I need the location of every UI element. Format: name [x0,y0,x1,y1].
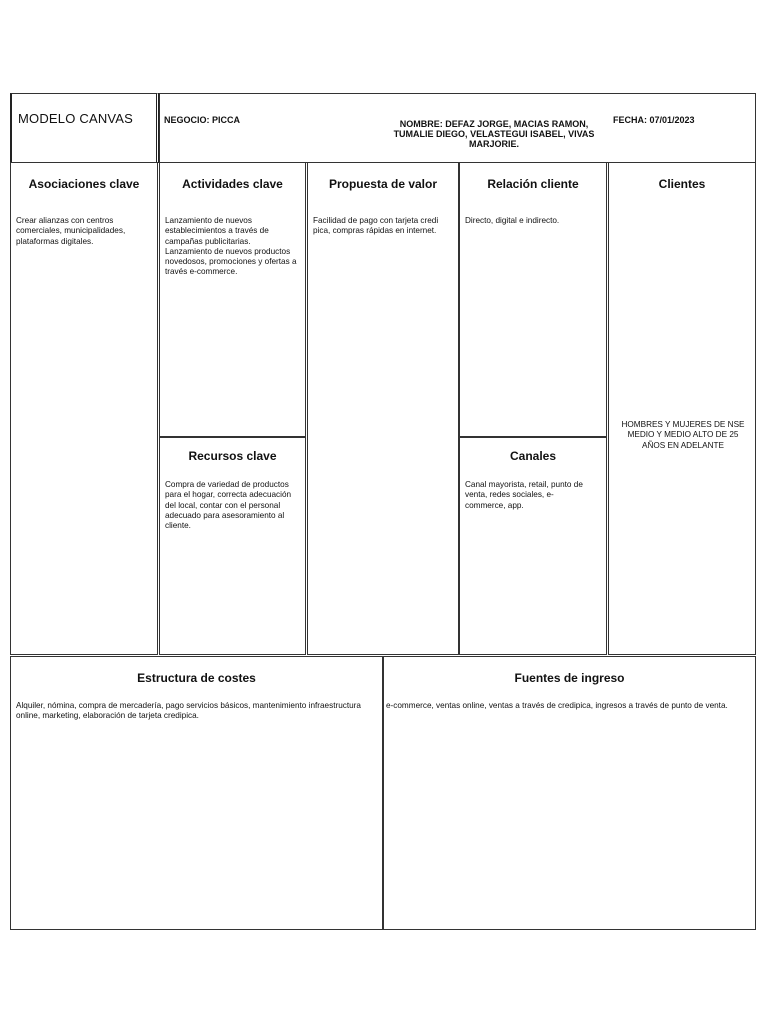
estructura-costes-title: Estructura de costes [137,671,256,685]
clientes-text: HOMBRES Y MUJERES DE NSE MEDIO Y MEDIO ALTO DE 25 AÑOS EN ADELANTE [621,420,745,450]
asociaciones-clave-section [10,162,158,655]
relacion-cliente-section [459,162,607,437]
header-title-cell [10,93,159,163]
fuentes-ingreso-section [383,656,756,930]
actividades-clave-text: Lanzamiento de nuevos establecimientos a través de campañas publicitarias. Lanzamiento de nuevos productos novedosos, promociones y ofertas a través e-commerce. [165,216,297,277]
fecha-label: FECHA: 07/01/2023 [613,115,695,125]
relacion-cliente-text: Directo, digital e indirecto. [465,216,560,225]
canales-text: Canal mayorista, retail, punto de venta, redes sociales, e-commerce, app. [465,480,583,510]
fuentes-ingreso-text: e-commerce, ventas online, ventas a través de credipica, ingresos a través de punto de venta. [386,701,728,710]
clientes-section [608,162,756,655]
header-info-cell [159,93,756,163]
recursos-clave-section [159,437,306,655]
propuesta-valor-text: Facilidad de pago con tarjeta credi pica, compras rápidas en internet. [313,216,439,236]
negocio-label: NEGOCIO: PICCA [164,115,241,125]
propuesta-valor-section [307,162,459,655]
estructura-costes-text: Alquiler, nómina, compra de mercadería, pago servicios básicos, mantenimiento infraestructura online, marketing, elaboración de tarjeta credipica. [16,701,361,721]
estructura-costes-section [10,656,383,930]
canales-title: Canales [509,449,557,463]
actividades-clave-title: Actividades clave [182,177,283,191]
nombre-label: NOMBRE: DEFAZ JORGE, MACIAS RAMON, TUMALIE DIEGO, VELASTEGUI ISABEL, VIVAS MARJORIE. [393,119,595,149]
canvas-title: MODELO CANVAS [18,111,134,126]
relacion-cliente-title: Relación cliente [487,177,579,191]
clientes-title: Clientes [658,177,706,191]
asociaciones-clave-title: Asociaciones clave [28,177,140,191]
recursos-clave-text: Compra de variedad de productos para el hogar, correcta adecuación del local, contar con el personal adecuado para asesoramiento al cliente. [165,480,292,531]
fuentes-ingreso-title: Fuentes de ingreso [514,671,625,685]
canales-section [459,437,607,655]
recursos-clave-title: Recursos clave [188,449,277,463]
propuesta-valor-title: Propuesta de valor [328,177,438,191]
asociaciones-clave-text: Crear alianzas con centros comerciales, municipalidades, plataformas digitales. [16,216,126,246]
actividades-clave-section [159,162,306,437]
